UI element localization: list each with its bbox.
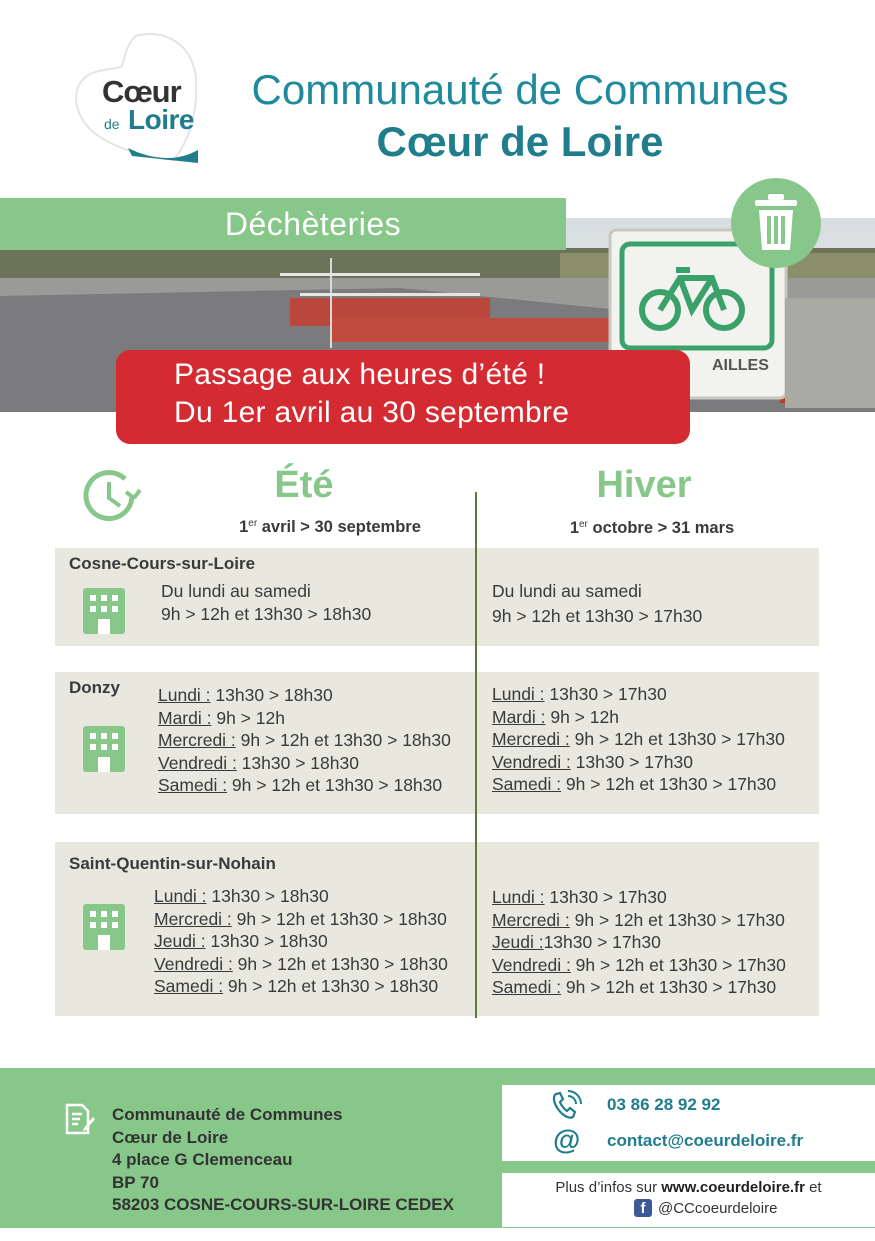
winter-schedule: Lundi : 13h30 > 17h30 Mercredi : 9h > 12h et 13h30 > 17h30 Jeudi :13h30 > 17h30 Vendredi : 9h > 12h et 13h30 > 17h30 Samedi : 9h > 12h et 13h30 > 17h30 [492, 887, 786, 997]
site-name: Donzy [69, 678, 120, 697]
logo-text-coeur: Cœur [102, 74, 181, 109]
summer-schedule: Lundi : 13h30 > 18h30 Mardi : 9h > 12h Mercredi : 9h > 12h et 13h30 > 18h30 Vendredi : 13h30 > 18h30 Samedi : 9h > 12h et 13h30 > 18h30 [158, 685, 451, 795]
at-icon: @ [553, 1124, 581, 1155]
building-icon [83, 904, 125, 950]
facebook-icon: f [634, 1199, 652, 1217]
site-name: Saint-Quentin-sur-Nohain [69, 854, 276, 873]
phone-number[interactable]: 03 86 28 92 92 [607, 1095, 721, 1114]
site-block-donzy [55, 672, 819, 814]
trash-icon [731, 178, 821, 268]
summer-hours-banner [116, 350, 690, 444]
building-icon [83, 588, 125, 634]
summer-title: Été [274, 464, 334, 506]
website-link[interactable]: www.coeurdeloire.fr [661, 1179, 805, 1196]
org-title-line2: Cœur de Loire [376, 118, 664, 165]
facebook-handle[interactable]: @CCcoeurdeloire [658, 1199, 778, 1217]
sign-label: AILLES [712, 357, 769, 374]
phone-icon [550, 1090, 582, 1122]
summer-schedule: Du lundi au samedi 9h > 12h et 13h30 > 18h30 [161, 581, 372, 624]
winter-title: Hiver [596, 464, 692, 506]
site-block-saint-quentin [55, 842, 819, 1016]
winter-schedule: Lundi : 13h30 > 17h30 Mardi : 9h > 12h Mercredi : 9h > 12h et 13h30 > 17h30 Vendredi : 13h30 > 17h30 Samedi : 9h > 12h et 13h30 > 17h30 [492, 684, 785, 794]
document-icon [62, 1102, 96, 1136]
logo-text-loire: Loire [128, 104, 194, 135]
site-name: Cosne-Cours-sur-Loire [69, 554, 256, 573]
section-title: Déchèteries [224, 205, 402, 242]
winter-schedule: Du lundi au samedi 9h > 12h et 13h30 > 17h30 [492, 581, 703, 626]
summer-schedule: Lundi : 13h30 > 18h30 Mercredi : 9h > 12h et 13h30 > 18h30 Jeudi : 13h30 > 18h30 Vendredi : 9h > 12h et 13h30 > 18h30 Samedi : 9h > 12h et 13h30 > 18h30 [154, 886, 448, 996]
winter-range: 1er octobre > 31 mars [569, 519, 735, 537]
building-icon [83, 726, 125, 772]
logo-text-de: de [104, 116, 120, 132]
banner-line1: Passage aux heures d’été ! [174, 358, 546, 391]
logo [72, 30, 200, 166]
facebook-line [634, 1199, 777, 1217]
season-divider [475, 492, 477, 1018]
clock-icon [82, 468, 144, 524]
site-block-cosne [55, 548, 819, 646]
banner-line2: Du 1er avril au 30 septembre [174, 396, 570, 429]
section-title-bar [0, 198, 566, 250]
email-link[interactable]: contact@coeurdeloire.fr [607, 1131, 804, 1150]
postal-address: Communauté de Communes Cœur de Loire 4 place G Clemenceau BP 70 58203 COSNE-COURS-SUR-LOIRE CEDEX [112, 1105, 454, 1215]
summer-range: 1er avril > 30 septembre [239, 518, 421, 536]
more-info-line: Plus d’infos sur www.coeurdeloire.fr et [555, 1179, 822, 1196]
org-title-line1: Communauté de Communes [251, 66, 789, 113]
